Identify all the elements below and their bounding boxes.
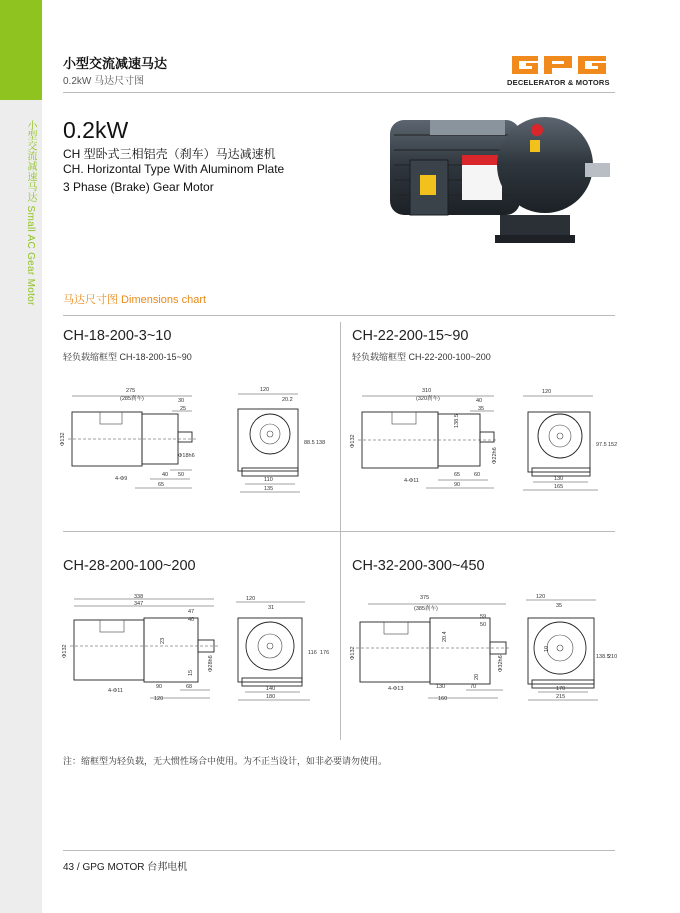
svg-text:215: 215 [556,694,566,700]
product-title-en-2: 3 Phase (Brake) Gear Motor [63,180,214,194]
svg-text:116: 116 [308,650,317,656]
dimension-drawing [60,592,335,707]
svg-text:210: 210 [608,654,618,660]
gpg-logo [508,54,616,76]
svg-text:(320刹车): (320刹车) [416,396,440,402]
svg-text:Φ22h6: Φ22h6 [492,447,498,464]
front-view [526,594,617,700]
header-subtitle: 0.2kW 马达尺寸图 [63,76,145,87]
svg-text:40: 40 [188,617,195,623]
page-footer: 43 / GPG MOTOR 台邦电机 [63,862,188,873]
svg-text:97.5: 97.5 [596,442,607,448]
svg-text:15: 15 [188,669,194,676]
dimension-drawing [348,592,618,707]
svg-text:347: 347 [134,601,144,607]
svg-text:375: 375 [420,595,430,601]
svg-text:Φ132: Φ132 [62,644,68,658]
svg-text:Φ132: Φ132 [350,646,356,660]
svg-text:120: 120 [154,696,164,702]
svg-text:40: 40 [162,472,169,478]
svg-text:Φ132: Φ132 [60,432,66,446]
svg-text:138.5: 138.5 [454,414,460,428]
sidebar-label: 小型交流减速马达 Small AC Gear Motor [25,120,36,306]
svg-text:152: 152 [608,442,618,448]
svg-text:120: 120 [536,594,546,600]
svg-text:20: 20 [474,673,480,680]
side-view [62,594,218,702]
svg-text:(285刹车): (285刹车) [120,396,144,402]
svg-text:90: 90 [454,482,461,488]
svg-text:30: 30 [178,398,185,404]
svg-text:90: 90 [156,684,163,690]
svg-text:140: 140 [266,686,276,692]
svg-text:40: 40 [476,398,483,404]
svg-text:65: 65 [158,482,165,488]
svg-text:70: 70 [470,684,477,690]
side-view [350,595,510,702]
svg-text:50: 50 [178,472,185,478]
svg-text:4-Φ9: 4-Φ9 [115,476,128,482]
model-variant: 轻负载缩框型 CH-18-200-15~90 [63,352,192,362]
header-title: 小型交流减速马达 [63,56,168,71]
logo-tagline: DECELERATOR & MOTORS [507,78,610,87]
svg-text:60: 60 [474,472,481,478]
svg-text:20.2: 20.2 [282,397,293,403]
model-name: CH-22-200-15~90 [352,328,469,344]
svg-text:20.4: 20.4 [442,631,448,642]
header-divider [63,92,615,93]
product-title-cn: CH 型卧式三相铝壳（刹车）马达减速机 [63,147,276,161]
svg-text:88.5: 88.5 [304,440,315,446]
dimension-drawing [60,384,335,494]
svg-text:120: 120 [246,596,256,602]
svg-text:165: 165 [554,484,564,490]
svg-text:275: 275 [126,388,136,394]
svg-text:31: 31 [268,605,275,611]
power-rating: 0.2kW [63,117,129,143]
svg-text:Φ28h6: Φ28h6 [208,655,214,672]
footer-divider [63,850,615,851]
grid-divider-horizontal [63,531,615,532]
svg-text:120: 120 [542,389,552,395]
svg-text:176: 176 [320,650,330,656]
svg-text:180: 180 [266,694,276,700]
svg-text:4-Φ11: 4-Φ11 [404,478,419,484]
section-divider [63,315,615,316]
svg-text:138: 138 [316,440,326,446]
svg-text:35: 35 [478,406,485,412]
svg-text:160: 160 [438,696,448,702]
side-view [350,388,498,488]
svg-text:68: 68 [186,684,193,690]
product-title-en-1: CH. Horizontal Type With Aluminom Plate [63,162,285,176]
side-view [60,388,196,488]
svg-text:59: 59 [480,614,487,620]
svg-text:23: 23 [160,637,166,644]
svg-text:130: 130 [554,476,564,482]
model-name: CH-32-200-300~450 [352,558,485,574]
svg-text:120: 120 [260,387,270,393]
svg-text:50: 50 [480,622,487,628]
svg-text:135: 135 [264,486,274,492]
model-name: CH-28-200-100~200 [63,558,196,574]
svg-text:Φ32h6: Φ32h6 [498,655,504,672]
footnote: 注：缩框型为轻负载，无大惯性场合中使用。为不正当设计，如非必要请勿使用。 [63,756,388,766]
svg-text:110: 110 [264,477,273,483]
svg-text:10: 10 [544,645,550,652]
svg-text:4-Φ13: 4-Φ13 [388,686,404,692]
svg-text:310: 310 [422,388,432,394]
sidebar-accent [0,0,42,100]
svg-text:35: 35 [556,603,563,609]
svg-text:170: 170 [556,686,566,692]
dimension-drawing [348,384,618,494]
svg-text:Φ18h6: Φ18h6 [178,453,195,459]
front-view [236,596,329,700]
model-variant: 轻负载缩框型 CH-22-200-100~200 [352,352,491,362]
svg-text:25: 25 [180,406,187,412]
svg-text:(385刹车): (385刹车) [414,606,438,612]
front-view [238,387,325,492]
svg-text:4-Φ11: 4-Φ11 [108,688,123,694]
svg-text:Φ132: Φ132 [350,434,356,448]
svg-text:47: 47 [188,609,195,615]
svg-text:65: 65 [454,472,461,478]
gear-motor-illustration [380,105,615,250]
svg-text:138.5: 138.5 [596,654,610,660]
model-name: CH-18-200-3~10 [63,328,172,344]
svg-text:130: 130 [436,684,446,690]
section-title: 马达尺寸图 Dimensions chart [63,294,207,306]
svg-text:338: 338 [134,594,144,600]
front-view [523,389,617,490]
